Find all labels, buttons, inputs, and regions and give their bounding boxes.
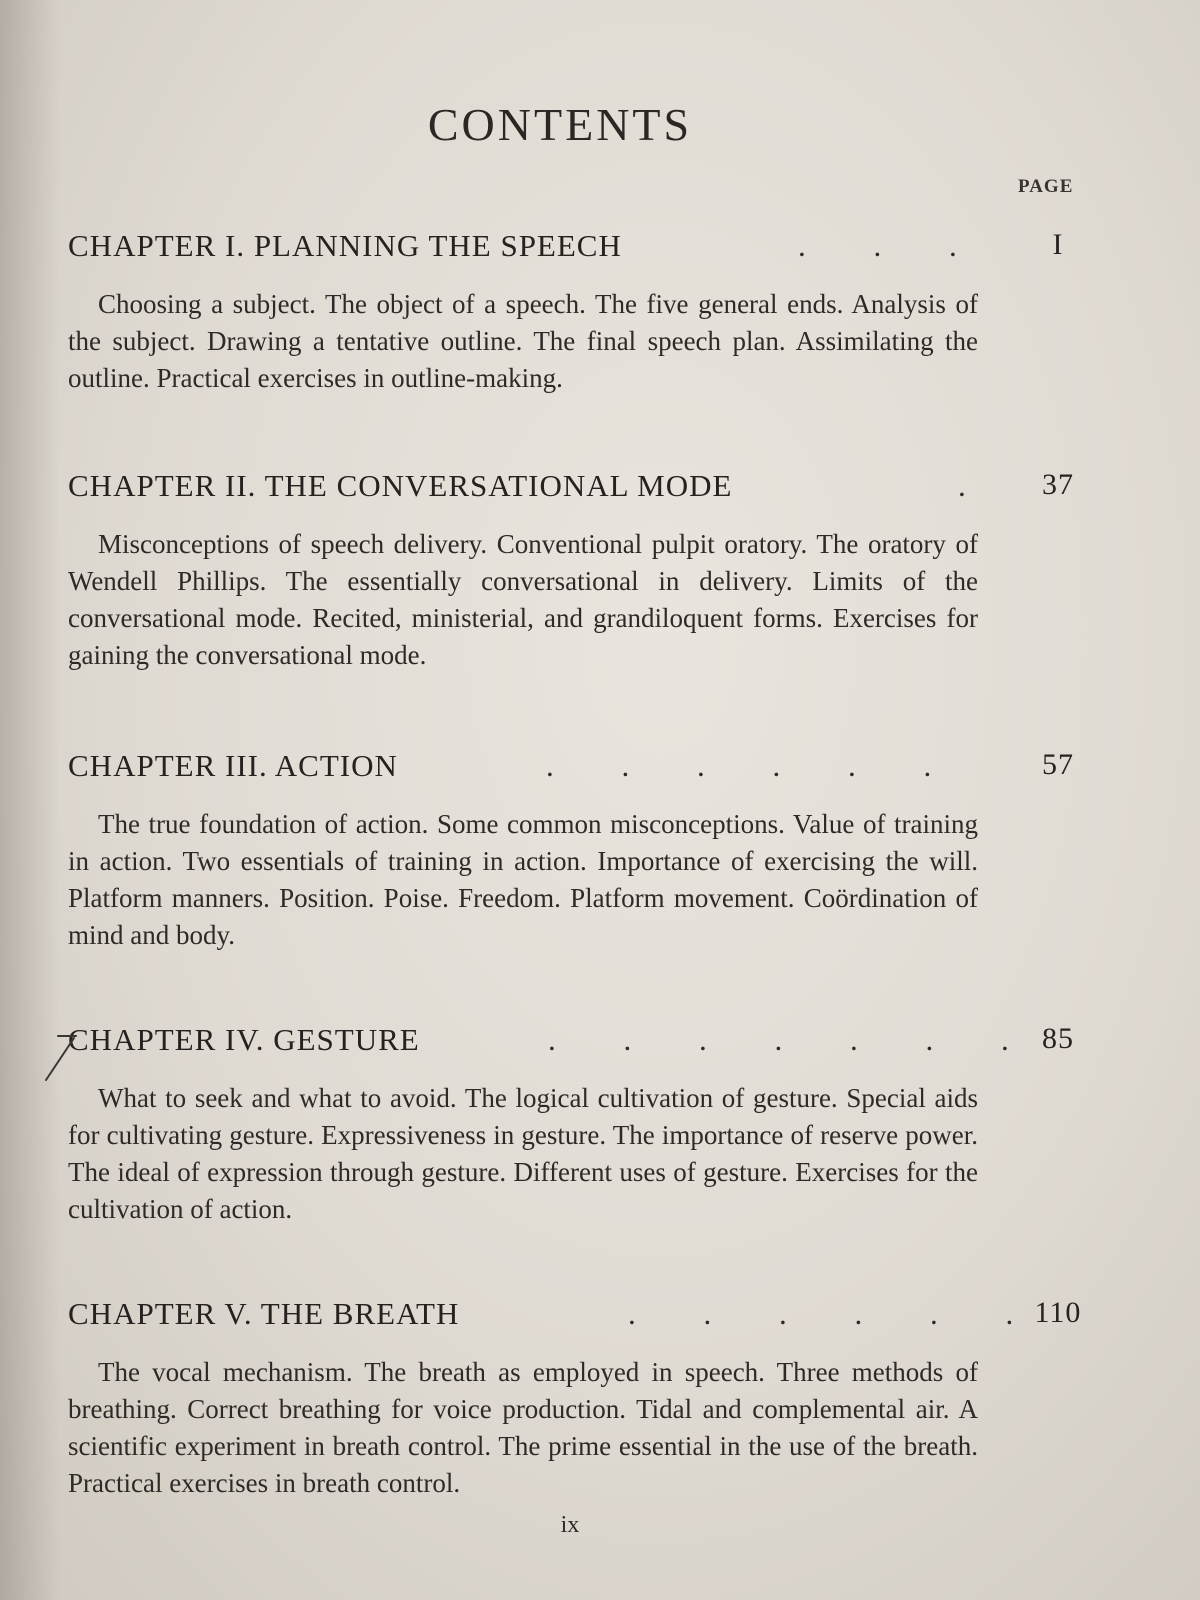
- chapter-title: CHAPTER II. THE CONVERSATIONAL MODE: [68, 468, 733, 503]
- chapter-title: CHAPTER V. THE BREATH: [68, 1296, 460, 1331]
- dot-leader: .: [958, 468, 996, 503]
- chapter-title: CHAPTER IV. GESTURE: [68, 1022, 420, 1057]
- chapter-title: CHAPTER I. PLANNING THE SPEECH: [68, 228, 622, 263]
- toc-entry-chapter-2: [68, 468, 1088, 674]
- chapter-heading: [68, 1022, 1088, 1066]
- dot-leader: . . . . . .: [628, 1296, 1044, 1331]
- chapter-summary: What to seek and what to avoid. The logical cultivation of gesture. Special aids for cultivating gesture. Expressiveness in gesture. The importance of reserve power. The ideal of expression through gesture. Different uses of gesture. Exercises for the cultivation of action.: [68, 1083, 978, 1224]
- dot-leader: . . . . . . .: [548, 1022, 1039, 1057]
- chapter-summary: The true foundation of action. Some common misconceptions. Value of training in action. Two essentials of training in action. Importance of exercising the will. Platform manners. Position. Poise. Freedom. Platform movement. Coördination of mind and body.: [68, 809, 978, 950]
- chapter-page-number: 57: [1042, 748, 1074, 781]
- chapter-page-number: 85: [1042, 1022, 1074, 1055]
- chapter-title: CHAPTER III. ACTION: [68, 748, 398, 783]
- chapter-page-number: 37: [1042, 468, 1074, 501]
- chapter-heading: [68, 748, 1088, 792]
- toc-entry-chapter-3: [68, 748, 1088, 954]
- chapter-heading: [68, 228, 1088, 272]
- chapter-heading: [68, 1296, 1088, 1340]
- chapter-heading: [68, 468, 1088, 512]
- chapter-page-number: 110: [1034, 1296, 1082, 1329]
- page-title: CONTENTS: [427, 99, 693, 150]
- dot-leader: . . .: [798, 228, 987, 263]
- chapter-summary: Choosing a subject. The object of a speech. The five general ends. Analysis of the subject. Drawing a tentative outline. The final speech plan. Assimilating the outline. Practical exercises in outline-making.: [68, 289, 978, 393]
- page-gutter-shadow: [0, 0, 60, 1600]
- page-folio: ix: [560, 1512, 580, 1538]
- chapter-summary: Misconceptions of speech delivery. Conventional pulpit oratory. The oratory of Wendell Phillips. The essentially conversational in delivery. Limits of the conversational mode. Recited, ministerial, and grandiloquent forms. Exercises for gaining the conversational mode.: [68, 529, 978, 670]
- toc-entry-chapter-4: [68, 1022, 1088, 1228]
- toc-entry-chapter-5: [68, 1296, 1088, 1502]
- chapter-summary: The vocal mechanism. The breath as employed in speech. Three methods of breathing. Correct breathing for voice production. Tidal and complemental air. A scientific experiment in breath control. The prime essential in the use of the breath. Practical exercises in breath control.: [68, 1357, 978, 1498]
- toc-entry-chapter-1: [68, 228, 1088, 397]
- page-column-header: PAGE: [1018, 176, 1074, 197]
- chapter-page-number: I: [1052, 228, 1064, 261]
- dot-leader: . . . . . .: [546, 748, 962, 783]
- pencil-mark-icon: [40, 1028, 100, 1088]
